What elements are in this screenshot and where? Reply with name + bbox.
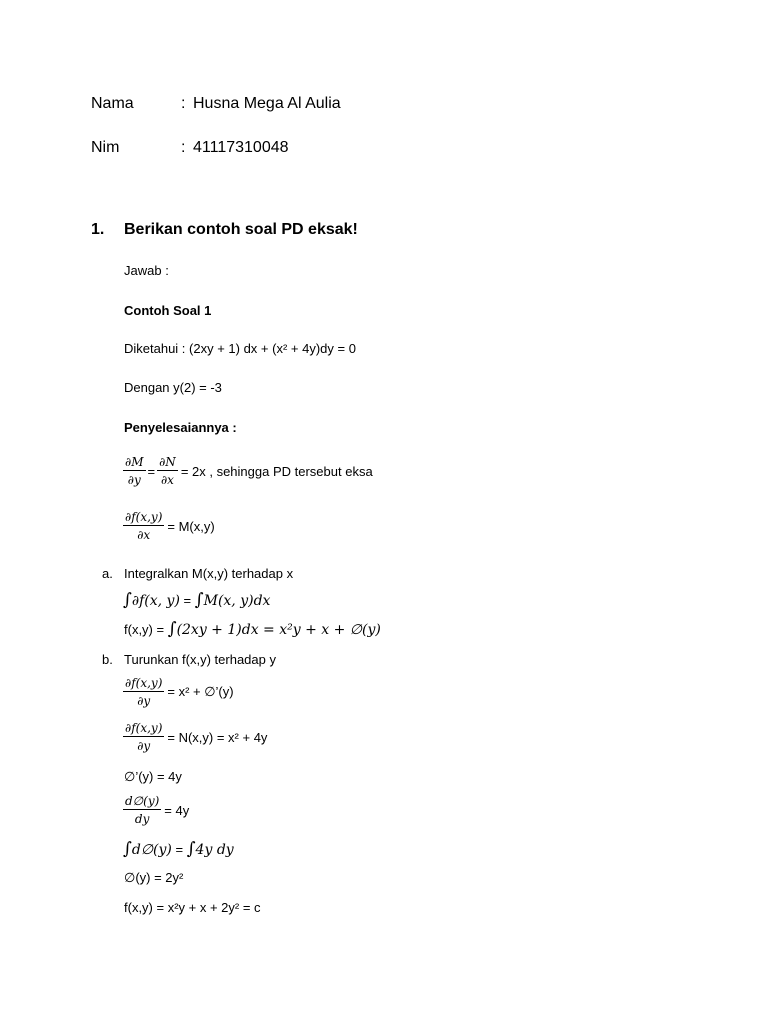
equals-sign: = [147,463,156,479]
fraction-numerator: ∂f(x,y) [125,510,163,524]
step-a-letter: a. [102,566,113,581]
fraction-dn-dx [157,456,178,486]
integral-sign: ∫ [123,590,132,610]
phi-prime-line: ∅’(y) = 4y [124,769,182,784]
question-number: 1. [91,221,105,238]
step-b-text: Turunkan f(x,y) terhadap y [124,652,276,667]
integral-right: 4y dy [195,842,234,858]
step-a-text: Integralkan M(x,y) terhadap x [124,566,294,581]
fraction-numerator: ∂N [159,455,176,469]
dphi-dy-equation [123,795,189,825]
penyelesaian-heading: Penyelesaiannya : [124,420,237,435]
fraction-numerator: ∂M [125,455,144,469]
fraction-df-dy [123,722,164,752]
integral-line-2 [124,619,381,639]
jawab-label: Jawab : [124,263,169,278]
equation-rest: = N(x,y) = x² + 4y [167,729,268,745]
df-dy-equation-2 [123,722,267,752]
integral-left: d∅(y) [131,842,172,858]
nama-value: Husna Mega Al Aulia [193,95,341,112]
fraction-denominator: dy [134,812,150,826]
integral-right: M(x, y)dx [203,593,271,609]
equals-sign: = [171,842,187,857]
integral-result: (2xy + 1)dx = x²y + x + ∅(y) [176,622,381,638]
df-dy-equation-1 [123,677,234,707]
fraction-df-dx [123,511,164,541]
integral-sign: ∫ [186,839,196,859]
fraction-numerator: ∂f(x,y) [125,676,163,690]
integral-left: ∂f(x, y) [131,593,180,609]
exactness-result: = 2x , sehingga PD tersebut eksa [180,463,373,479]
nama-colon: : [181,95,186,112]
question-text: Berikan contoh soal PD eksak! [124,221,358,238]
fraction-denominator: ∂y [127,473,141,487]
phi-result-line: ∅(y) = 2y² [124,870,184,885]
diketahui-line: Diketahui : (2xy + 1) dx + (x² + 4y)dy = 0 [124,341,356,356]
fxy-prefix: f(x,y) = [124,622,168,637]
fraction-numerator: d∅(y) [125,794,160,808]
fraction-df-dy [123,677,164,707]
nim-value: 41117310048 [193,139,289,156]
step-b-letter: b. [102,652,113,667]
integral-line-1 [123,590,270,610]
integral-sign: ∫ [123,839,132,859]
dengan-line: Dengan y(2) = -3 [124,380,222,395]
fraction-dphi-dy [123,795,161,825]
integral-line-3 [123,839,234,859]
fraction-denominator: ∂x [160,473,174,487]
nim-colon: : [181,139,186,156]
integral-sign: ∫ [194,590,204,610]
equation-rest: = x² + ∅’(y) [167,684,234,699]
fraction-denominator: ∂y [137,694,151,708]
nama-label: Nama [91,95,134,112]
fraction-dm-dy [123,456,146,486]
equation-rest: = 4y [164,802,190,818]
exactness-check [123,456,373,486]
fraction-denominator: ∂x [137,528,151,542]
integral-sign: ∫ [167,619,177,639]
equals-sign: = [179,593,195,608]
equation-rest: = M(x,y) [167,518,215,534]
contoh-soal-heading: Contoh Soal 1 [124,303,212,318]
fraction-denominator: ∂y [137,739,151,753]
nim-label: Nim [91,139,120,156]
df-dx-equation [123,511,215,541]
final-solution-line: f(x,y) = x²y + x + 2y² = c [124,900,261,915]
fraction-numerator: ∂f(x,y) [125,721,163,735]
